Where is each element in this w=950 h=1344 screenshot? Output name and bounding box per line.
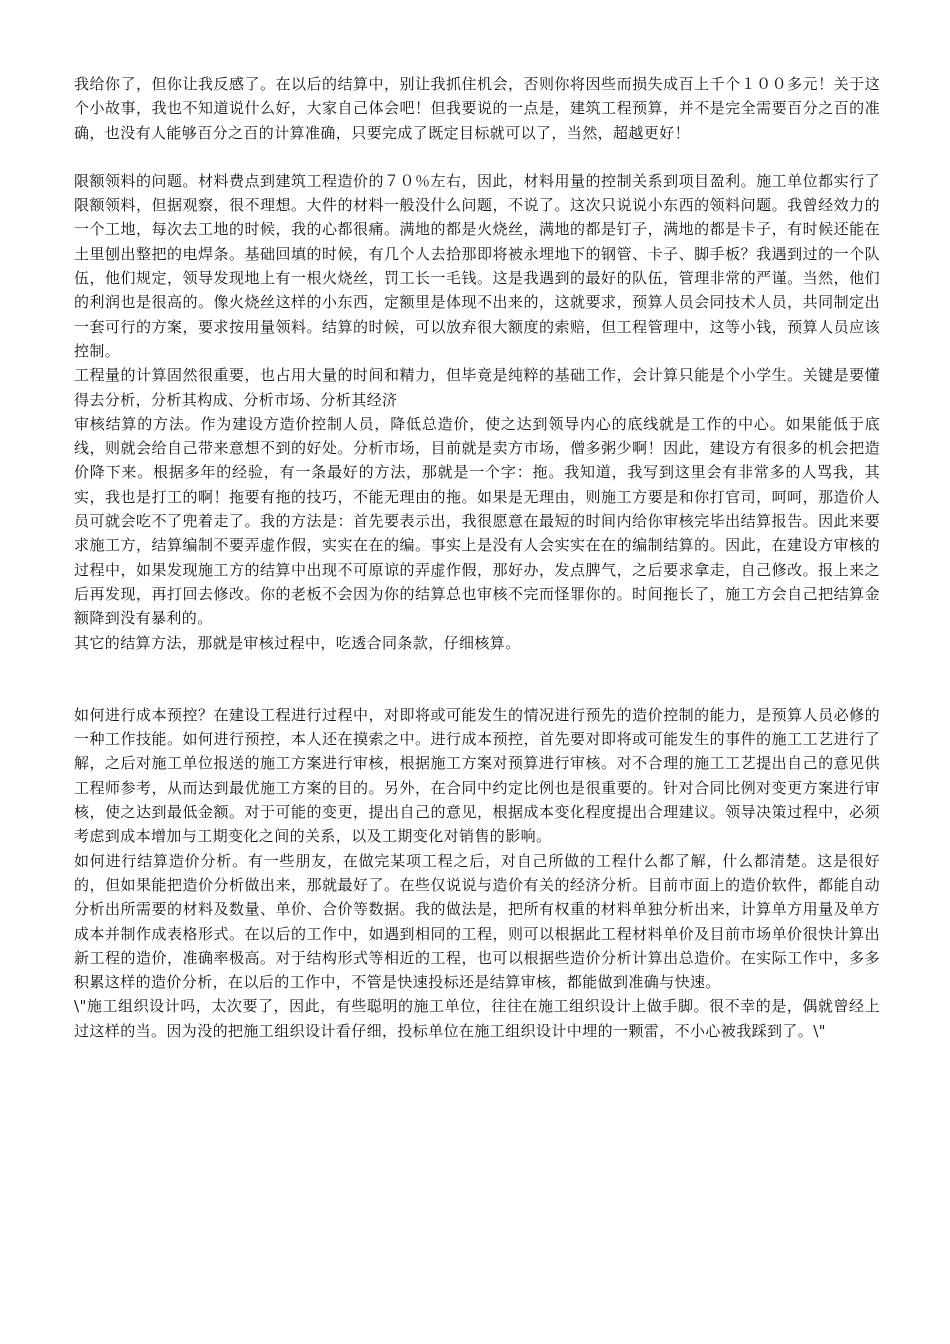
paragraph-settlement-story-conclusion: 我给你了，但你让我反感了。在以后的结算中，别让我抓住机会，否则你将因些而损失成百上千个１００多元！关于这个小故事，我也不知道说什么好，大家自己体会吧！但我要说的一点是，建筑工程预算，并不是完全需要百分之百的准确，也没有人能够百分之百的计算准确，只要完成了既定目标就可以了，当然，超越更好！ — [74, 75, 880, 142]
paragraph-other-settlement-methods: 其它的结算方法，那就是审核过程中，吃透合同条款，仔细核算。 — [74, 633, 521, 652]
section-spacer — [74, 655, 880, 703]
paragraph-construction-organization-design: \"施工组织设计吗，太次要了，因此，有些聪明的施工单位，往往在施工组织设计上做手脚。很不幸的是，偶就曾经上过这样的当。因为没的把施工组织设计看仔细，投标单位在施工组织设计中埋的一颗雷，不小心被我踩到了。\" — [74, 997, 880, 1040]
paragraph-settlement-review-method: 审核结算的方法。作为建设方造价控制人员，降低总造价，使之达到领导内心的底线就是工作的中心。如果能低于底线，则就会给自己带来意想不到的好处。分析市场，目前就是卖方市场，僧多粥少啊！因此，建设方有很多的机会把造价降下来。根据多年的经验，有一条最好的方法，那就是一个字：拖。我知道，我写到这里会有非常多的人骂我，其实，我也是打工的啊！拖要有拖的技巧，不能无理由的拖。如果是无理由，则施工方要是和你打官司，呵呵，那造价人员可就会吃不了兜着走了。我的方法是：首先要表示出，我很愿意在最短的时间内给你审核完毕出结算报告。因此来要求施工方，结算编制不要弄虚作假，实实在在的编。事实上是没有人会实实在在的编制结算的。因此，在建设方审核的过程中，如果发现施工方的结算中出现不可原谅的弄虚作假，那好办，发点脾气，之后要求拿走，自己修改。报上来之后再发现，再打回去修改。你的老板不会因为你的结算总也审核不完而怪罪你的。时间拖长了，施工方会自己把结算金额降到没有暴利的。 — [74, 414, 880, 628]
paragraph-cost-precontrol: 如何进行成本预控？在建设工程进行过程中，对即将或可能发生的情况进行预先的造价控制的能力，是预算人员必修的一种工作技能。如何进行预控，本人还在摸索之中。进行成本预控，首先要对即将或可能发生的事件的施工工艺进行了解，之后对施工单位报送的施工方案进行审核，根据施工方案对预算进行审核。对不合理的施工工艺提出自己的意见供工程师参考，从而达到最优施工方案的目的。另外，在合同中约定比例也是很重要的。针对合同比例对变更方案进行审核，使之达到最低金额。对于可能的变更，提出自己的意见，根据成本变化程度提出合理建议。领导决策过程中，必须考虑到成本增加与工期变化之间的关系，以及工期变化对销售的影响。 — [74, 705, 880, 846]
paragraph-quantity-calculation: 工程量的计算固然很重要，也占用大量的时间和精力，但毕竟是纯粹的基础工作，会计算只能是个小学生。关键是要懂得去分析，分析其构成、分析市场、分析其经济 — [74, 366, 880, 409]
paragraph-settlement-cost-analysis: 如何进行结算造价分析。有一些朋友，在做完某项工程之后，对自己所做的工程什么都了解，什么都清楚。这是很好的，但如果能把造价分析做出来，那就最好了。在些仅说说与造价有关的经济分析。目前市面上的造价软件，都能自动分析出所需要的材料及数量、单价、合价等数据。我的做法是，把所有权重的材料单独分析出来，计算单方用量及单方成本并制作成表格形式。在以后的工作中，如遇到相同的工程，则可以根据此工程材料单价及目前市场单价很快计算出新工程的造价，准确率极高。对于结构形式等相近的工程，也可以根据些造价分析计算出总造价。在实际工作中，多多积累这样的造价分析，在以后的工作中，不管是快速投标还是结算审核，都能做到准确与快速。 — [74, 851, 880, 992]
paragraph-material-quota: 限额领料的问题。材料费点到建筑工程造价的７０％左右，因此，材料用量的控制关系到项目盈利。施工单位都实行了限额领料，但据观察，很不理想。大件的材料一般没什么问题，不说了。这次只说说小东西的领料问题。我曾经效力的一个工地，每次去工地的时候，我的心都很痛。满地的都是火烧丝，满地的都是钉子，满地的都是卡子，有时候还能在土里刨出整把的电焊条。基础回填的时候，有几个人去拾那即将被永埋地下的钢管、卡子、脚手板？我遇到过的一个队伍，他们规定，领导发现地上有一根火烧丝，罚工长一毛钱。这是我遇到的最好的队伍，管理非常的严谨。当然，他们的利润也是很高的。像火烧丝这样的小东西，定额里是体现不出来的，这就要求，预算人员会同技术人员，共同制定出一套可行的方案，要求按用量领料。结算的时候，可以放弃很大额度的索赔，但工程管理中，这等小钱，预算人员应该控制。 — [74, 171, 880, 360]
document-page — [74, 72, 880, 1043]
paragraph-spacer — [74, 145, 880, 169]
